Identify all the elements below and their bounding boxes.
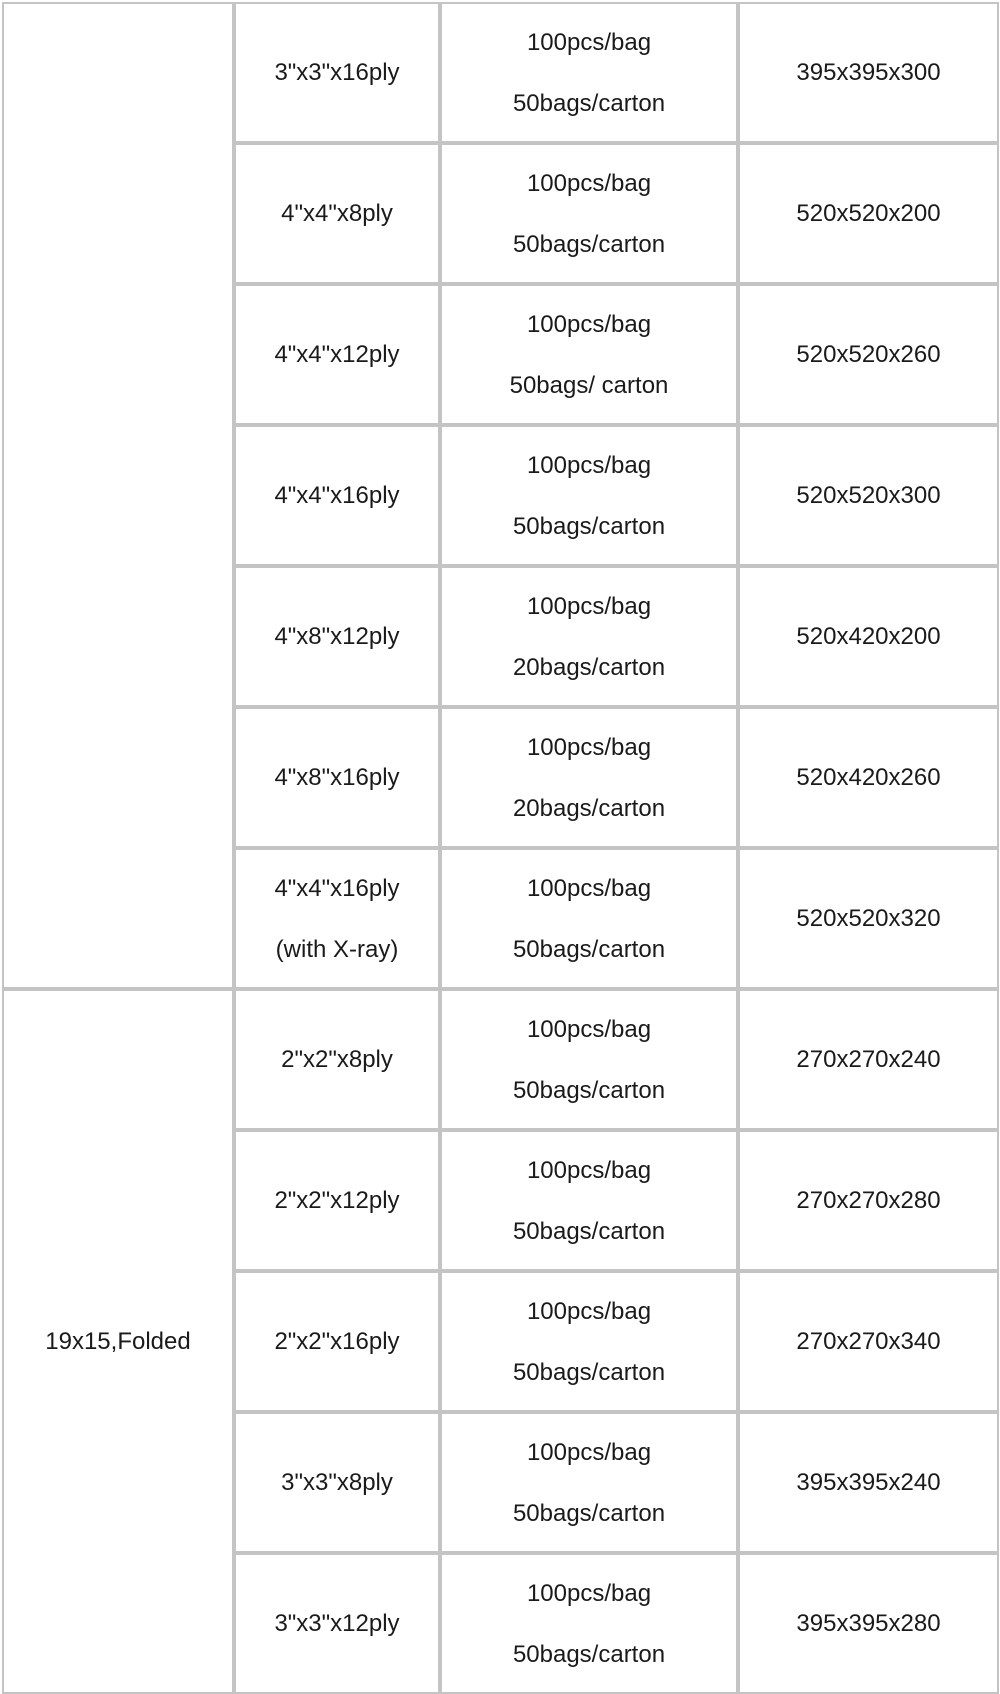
carton-size-cell: 520x520x200 [738,143,999,284]
spec-text: 2"x2"x12ply [274,1187,400,1214]
packing-text: 100pcs/bag [526,1297,652,1325]
packing-text: 50bags/carton [512,230,666,258]
spec-text: 3"x3"x16ply [274,59,400,86]
packing-text: 50bags/carton [512,89,666,117]
packing-text: 100pcs/bag [526,733,652,761]
spec-text: 4"x4"x16ply [274,874,400,902]
packing-text: 100pcs/bag [526,1579,652,1607]
packing-text: 50bags/carton [512,1499,666,1527]
packing-text: 100pcs/bag [526,310,652,338]
table-row [2,2,999,143]
spec-cell [234,989,440,1130]
carton-size-cell: 270x270x240 [738,989,999,1130]
packing-cell [440,143,738,284]
packing-text: 100pcs/bag [526,169,652,197]
packing-cell [440,848,738,989]
packing-text: 50bags/carton [512,1217,666,1245]
packing-text: 50bags/carton [512,1640,666,1668]
carton-size-cell: 520x420x200 [738,566,999,707]
size-cell [2,2,234,989]
spec-cell [234,707,440,848]
carton-size-cell: 395x395x280 [738,1553,999,1694]
spec-cell [234,1271,440,1412]
carton-size-cell: 520x420x260 [738,707,999,848]
spec-text: 4"x8"x16ply [274,764,400,791]
packing-text: 100pcs/bag [526,592,652,620]
spec-text: (with X-ray) [275,935,399,963]
packing-text: 100pcs/bag [526,28,652,56]
carton-size-cell: 395x395x300 [738,2,999,143]
packing-text: 50bags/carton [512,935,666,963]
packing-cell [440,284,738,425]
spec-text: 4"x4"x8ply [281,200,393,227]
spec-cell [234,848,440,989]
spec-table-body [2,2,999,1694]
spec-cell [234,425,440,566]
size-cell: 19x15,Folded [2,989,234,1694]
packing-cell [440,989,738,1130]
spec-cell [234,284,440,425]
packing-text: 100pcs/bag [526,874,652,902]
spec-cell [234,566,440,707]
packing-cell [440,707,738,848]
packing-cell [440,1412,738,1553]
spec-text: 3"x3"x8ply [281,1469,393,1496]
product-spec-table [2,2,999,1694]
spec-cell [234,1412,440,1553]
spec-text: 4"x8"x12ply [274,623,400,650]
packing-cell [440,566,738,707]
carton-size-cell: 520x520x300 [738,425,999,566]
spec-cell [234,1130,440,1271]
packing-text: 20bags/carton [512,653,666,681]
packing-text: 100pcs/bag [526,1438,652,1466]
packing-text: 100pcs/bag [526,1156,652,1184]
packing-cell [440,1553,738,1694]
packing-text: 50bags/ carton [509,371,669,399]
spec-cell [234,143,440,284]
spec-text: 2"x2"x16ply [274,1328,400,1355]
packing-cell [440,1130,738,1271]
packing-text: 50bags/carton [512,1076,666,1104]
packing-text: 50bags/carton [512,1358,666,1386]
packing-cell [440,2,738,143]
carton-size-cell: 270x270x340 [738,1271,999,1412]
packing-text: 100pcs/bag [526,1015,652,1043]
spec-text: 3"x3"x12ply [274,1610,400,1637]
carton-size-cell: 520x520x320 [738,848,999,989]
table-row [2,989,999,1130]
spec-cell [234,2,440,143]
spec-text: 4"x4"x12ply [274,341,400,368]
packing-cell [440,1271,738,1412]
spec-cell [234,1553,440,1694]
carton-size-cell: 520x520x260 [738,284,999,425]
spec-text: 4"x4"x16ply [274,482,400,509]
packing-text: 50bags/carton [512,512,666,540]
packing-cell [440,425,738,566]
carton-size-cell: 270x270x280 [738,1130,999,1271]
spec-text: 2"x2"x8ply [281,1046,393,1073]
carton-size-cell: 395x395x240 [738,1412,999,1553]
packing-text: 20bags/carton [512,794,666,822]
packing-text: 100pcs/bag [526,451,652,479]
